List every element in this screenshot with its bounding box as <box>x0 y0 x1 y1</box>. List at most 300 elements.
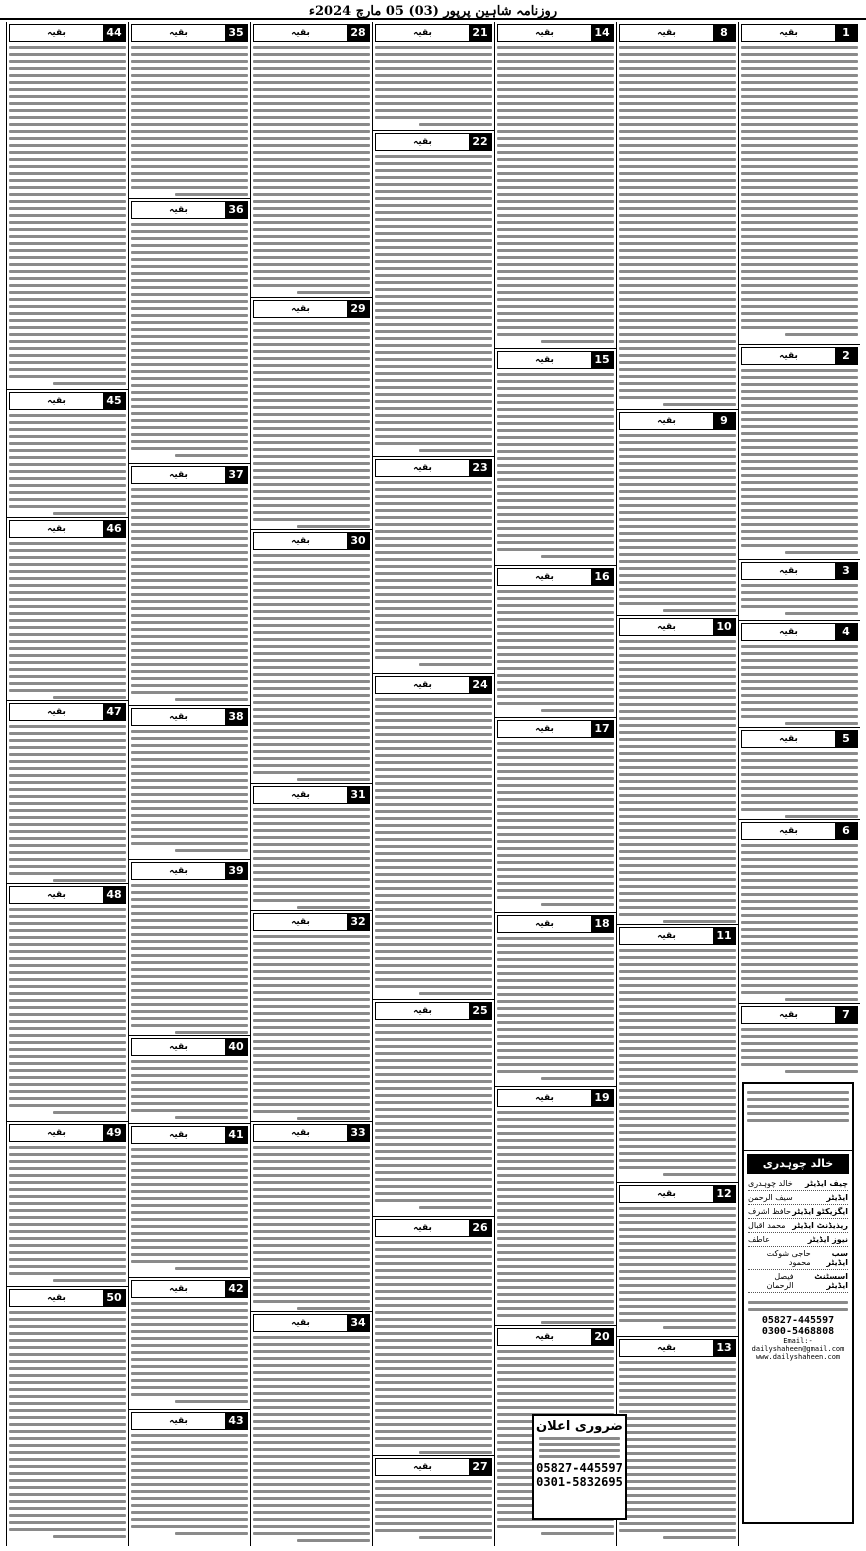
text-line <box>497 312 614 315</box>
continuation-tag <box>253 786 370 804</box>
text-line <box>131 1476 248 1479</box>
tag-label: بقیہ <box>535 572 554 582</box>
tag-label: بقیہ <box>535 355 554 365</box>
text-line <box>253 1525 370 1528</box>
text-line <box>131 684 248 687</box>
text-line <box>741 991 858 994</box>
continuation-tag <box>497 1328 614 1346</box>
text-line <box>619 441 736 444</box>
text-line <box>497 284 614 287</box>
text-line <box>619 703 736 706</box>
continuation-tag <box>741 822 858 840</box>
text-line <box>253 1251 370 1254</box>
staff-role: نیوز ایڈیٹر <box>807 1235 848 1244</box>
text-line <box>131 1469 248 1472</box>
text-line <box>497 1063 614 1066</box>
text-line <box>747 1098 849 1101</box>
text-line <box>619 277 736 280</box>
text-line <box>131 384 248 387</box>
text-line <box>619 1061 736 1064</box>
text-line <box>375 635 492 638</box>
contact-website[interactable]: www.dailyshaheen.com <box>755 1353 841 1361</box>
continuation-tag <box>741 623 858 641</box>
text-line <box>253 214 370 217</box>
text-line <box>375 1332 492 1335</box>
text-line <box>9 1153 126 1156</box>
text-line <box>497 186 614 189</box>
text-line <box>131 677 248 680</box>
text-line <box>741 787 858 790</box>
text-line <box>619 249 736 252</box>
text-line <box>131 363 248 366</box>
text-line <box>131 919 248 922</box>
text-line <box>253 1504 370 1507</box>
continuation-tag <box>253 1314 370 1332</box>
tag-number: 49 <box>103 1125 125 1141</box>
text-line <box>253 892 370 895</box>
continuation-tag <box>375 24 492 42</box>
text-line <box>375 246 492 249</box>
text-line <box>619 1529 736 1532</box>
text-line <box>619 1012 736 1015</box>
text-line <box>741 963 858 966</box>
text-line <box>131 1462 248 1465</box>
text-line <box>497 1160 614 1163</box>
text-line <box>131 328 248 331</box>
tag-number: 5 <box>835 731 857 747</box>
text-line <box>9 249 126 252</box>
text-line <box>253 1160 370 1163</box>
text-line <box>375 747 492 750</box>
text-line <box>741 151 858 154</box>
text-line <box>497 1216 614 1219</box>
text-line <box>497 1272 614 1275</box>
tag-number: 39 <box>225 863 247 879</box>
text-line <box>9 1244 126 1247</box>
text-line <box>253 102 370 105</box>
text-line <box>497 1153 614 1156</box>
text-line <box>619 256 736 259</box>
tag-label: بقیہ <box>413 463 432 473</box>
text-line <box>541 903 614 906</box>
text-line <box>663 920 736 923</box>
text-line <box>741 109 858 112</box>
tag-number: 43 <box>225 1413 247 1429</box>
text-line <box>497 681 614 684</box>
text-line <box>9 491 126 494</box>
text-line <box>497 1364 614 1367</box>
text-line <box>253 1054 370 1057</box>
tag-label: بقیہ <box>657 416 676 426</box>
text-line <box>619 60 736 63</box>
text-line <box>253 1082 370 1085</box>
continuation-section <box>739 344 860 559</box>
text-line <box>785 333 858 336</box>
text-line <box>497 1525 614 1528</box>
text-line <box>741 284 858 287</box>
text-line <box>497 1132 614 1135</box>
text-line <box>539 1443 620 1446</box>
tag-label: بقیہ <box>413 680 432 690</box>
text-line <box>375 537 492 540</box>
text-line <box>741 780 858 783</box>
text-line <box>375 649 492 652</box>
text-line <box>9 95 126 98</box>
text-line <box>785 722 858 725</box>
text-line <box>497 965 614 968</box>
text-line <box>375 943 492 946</box>
staff-row <box>748 1270 848 1293</box>
text-line <box>741 193 858 196</box>
text-line <box>497 840 614 843</box>
text-line <box>131 293 248 296</box>
text-line <box>375 337 492 340</box>
text-line <box>619 389 736 392</box>
text-line <box>9 354 126 357</box>
text-line <box>175 1267 248 1270</box>
text-line <box>619 745 736 748</box>
text-line <box>497 179 614 182</box>
text-line <box>497 457 614 460</box>
continuation-section <box>739 727 860 819</box>
tag-label: بقیہ <box>291 28 310 38</box>
text-line <box>375 936 492 939</box>
text-line <box>375 435 492 438</box>
text-line <box>497 1146 614 1149</box>
text-line <box>9 612 126 615</box>
text-line <box>375 1115 492 1118</box>
text-line <box>619 455 736 458</box>
text-line <box>497 1035 614 1038</box>
continuation-tag <box>375 459 492 477</box>
text-line <box>253 673 370 676</box>
text-line <box>131 744 248 747</box>
masthead-strip <box>0 0 866 20</box>
text-line <box>741 659 858 662</box>
continuation-section <box>7 389 128 517</box>
text-line <box>619 151 736 154</box>
text-line <box>747 1112 849 1115</box>
text-line <box>297 906 370 909</box>
text-line <box>497 221 614 224</box>
text-line <box>253 462 370 465</box>
text-line <box>619 1228 736 1231</box>
text-line <box>253 666 370 669</box>
text-line <box>375 109 492 112</box>
text-line <box>497 534 614 537</box>
text-line <box>253 652 370 655</box>
text-line <box>253 200 370 203</box>
text-line <box>419 1451 492 1454</box>
continuation-section <box>251 910 372 1121</box>
text-line <box>9 682 126 685</box>
text-line <box>131 1239 248 1242</box>
text-line <box>619 963 736 966</box>
text-line <box>375 817 492 820</box>
text-line <box>619 560 736 563</box>
text-line <box>375 628 492 631</box>
text-line <box>253 1371 370 1374</box>
tag-label: بقیہ <box>779 351 798 361</box>
text-line <box>9 414 126 417</box>
text-line <box>375 1157 492 1160</box>
text-line <box>131 1448 248 1451</box>
text-line <box>131 1176 248 1179</box>
text-line <box>497 298 614 301</box>
text-line <box>619 165 736 168</box>
text-line <box>619 1068 736 1071</box>
text-line <box>297 291 370 294</box>
continuation-tag <box>741 1006 858 1024</box>
text-line <box>497 200 614 203</box>
text-line <box>619 956 736 959</box>
text-line <box>619 298 736 301</box>
text-line <box>741 759 858 762</box>
text-line <box>375 866 492 869</box>
tag-label: بقیہ <box>535 28 554 38</box>
text-line <box>375 1199 492 1202</box>
tag-label: بقیہ <box>47 28 66 38</box>
text-line <box>375 1529 492 1532</box>
text-line <box>253 956 370 959</box>
text-line <box>9 151 126 154</box>
text-line <box>9 505 126 508</box>
text-line <box>541 340 614 343</box>
text-line <box>375 1087 492 1090</box>
text-line <box>619 553 736 556</box>
text-line <box>375 530 492 533</box>
continuation-tag <box>375 1458 492 1476</box>
tag-number: 36 <box>225 202 247 218</box>
text-line <box>741 984 858 987</box>
text-line <box>375 831 492 834</box>
text-line <box>497 847 614 850</box>
text-line <box>131 1081 248 1084</box>
text-line <box>497 868 614 871</box>
continuation-section <box>373 130 494 456</box>
text-line <box>497 854 614 857</box>
text-line <box>419 123 492 126</box>
text-line <box>9 1332 126 1335</box>
text-line <box>375 656 492 659</box>
text-line <box>131 53 248 56</box>
text-line <box>741 928 858 931</box>
text-line <box>741 752 858 755</box>
staff-name: حافظ اشرف <box>748 1207 791 1216</box>
text-line <box>619 1214 736 1217</box>
text-line <box>741 425 858 428</box>
text-line <box>619 1138 736 1141</box>
text-line <box>375 873 492 876</box>
text-line <box>375 950 492 953</box>
text-line <box>619 504 736 507</box>
text-line <box>9 200 126 203</box>
text-line <box>497 1392 614 1395</box>
text-line <box>619 794 736 797</box>
text-line <box>131 81 248 84</box>
tag-label: بقیہ <box>291 1318 310 1328</box>
text-line <box>253 1420 370 1423</box>
text-line <box>497 653 614 656</box>
text-line <box>131 1088 248 1091</box>
text-line <box>497 1000 614 1003</box>
text-line <box>9 1367 126 1370</box>
text-line <box>375 894 492 897</box>
continuation-section <box>7 700 128 883</box>
text-line <box>9 746 126 749</box>
text-line <box>253 1406 370 1409</box>
text-line <box>619 1459 736 1462</box>
news-column <box>494 22 616 1546</box>
text-line <box>9 312 126 315</box>
text-line <box>131 1232 248 1235</box>
text-line <box>9 1437 126 1440</box>
text-line <box>253 1441 370 1444</box>
text-line <box>9 484 126 487</box>
text-line <box>9 375 126 378</box>
text-line <box>741 523 858 526</box>
text-line <box>619 1480 736 1483</box>
text-line <box>253 1110 370 1113</box>
text-line <box>375 1423 492 1426</box>
text-line <box>375 880 492 883</box>
text-line <box>375 1437 492 1440</box>
text-line <box>619 1242 736 1245</box>
text-line <box>131 495 248 498</box>
text-line <box>619 172 736 175</box>
text-line <box>741 970 858 973</box>
text-line <box>131 926 248 929</box>
text-line <box>9 263 126 266</box>
text-line <box>497 819 614 822</box>
text-line <box>131 586 248 589</box>
text-line <box>253 284 370 287</box>
text-line <box>9 256 126 259</box>
text-line <box>253 729 370 732</box>
tag-label: بقیہ <box>291 304 310 314</box>
text-line <box>131 1337 248 1340</box>
text-line <box>619 574 736 577</box>
text-line <box>375 393 492 396</box>
text-line <box>9 1430 126 1433</box>
text-line <box>253 1378 370 1381</box>
text-line <box>375 495 492 498</box>
text-line <box>619 130 736 133</box>
text-line <box>253 808 370 811</box>
text-line <box>497 478 614 481</box>
tag-label: بقیہ <box>413 1462 432 1472</box>
text-line <box>297 778 370 781</box>
tag-number: 21 <box>469 25 491 41</box>
text-line <box>619 228 736 231</box>
text-line <box>741 67 858 70</box>
text-line <box>9 1507 126 1510</box>
text-line <box>497 172 614 175</box>
text-line <box>619 1263 736 1266</box>
text-line <box>741 446 858 449</box>
text-line <box>497 770 614 773</box>
text-line <box>619 1166 736 1169</box>
text-line <box>9 137 126 140</box>
contact-email[interactable]: Email:-dailyshaheen@gmail.com <box>751 1337 845 1353</box>
text-line <box>497 401 614 404</box>
text-line <box>497 742 614 745</box>
continuation-tag <box>253 300 370 318</box>
staff-list <box>744 1177 852 1293</box>
text-line <box>375 1353 492 1356</box>
text-line <box>253 1026 370 1029</box>
text-line <box>375 1388 492 1391</box>
text-line <box>253 1279 370 1282</box>
text-line <box>253 277 370 280</box>
text-line <box>253 822 370 825</box>
text-line <box>619 1501 736 1504</box>
text-line <box>9 542 126 545</box>
text-line <box>253 829 370 832</box>
text-line <box>375 1515 492 1518</box>
text-line <box>253 1040 370 1043</box>
text-line <box>741 319 858 322</box>
text-line <box>497 1209 614 1212</box>
text-line <box>497 958 614 961</box>
text-line <box>375 824 492 827</box>
text-line <box>131 1211 248 1214</box>
text-line <box>741 200 858 203</box>
text-line <box>619 1473 736 1476</box>
text-line <box>741 165 858 168</box>
text-line <box>253 1167 370 1170</box>
tag-number: 15 <box>591 352 613 368</box>
text-line <box>741 900 858 903</box>
text-line <box>375 712 492 715</box>
text-line <box>253 123 370 126</box>
text-line <box>131 179 248 182</box>
text-line <box>619 1298 736 1301</box>
text-line <box>497 1357 614 1360</box>
text-line <box>497 291 614 294</box>
text-line <box>741 652 858 655</box>
tag-label: بقیہ <box>47 396 66 406</box>
continuation-section <box>251 22 372 297</box>
text-line <box>748 1308 848 1311</box>
text-line <box>741 591 858 594</box>
text-line <box>375 365 492 368</box>
tag-label: بقیہ <box>291 1128 310 1138</box>
text-line <box>741 270 858 273</box>
text-line <box>9 1020 126 1023</box>
text-line <box>375 579 492 582</box>
text-line <box>375 600 492 603</box>
text-line <box>9 950 126 953</box>
text-line <box>131 1372 248 1375</box>
text-line <box>497 1293 614 1296</box>
text-line <box>497 1021 614 1024</box>
text-line <box>619 102 736 105</box>
text-line <box>375 1045 492 1048</box>
text-line <box>253 179 370 182</box>
continuation-section <box>129 198 250 463</box>
text-line <box>497 1314 614 1317</box>
text-line <box>497 1042 614 1045</box>
text-line <box>619 878 736 881</box>
text-line <box>253 687 370 690</box>
text-line <box>619 270 736 273</box>
text-line <box>9 1272 126 1275</box>
text-line <box>131 793 248 796</box>
text-line <box>741 95 858 98</box>
text-line <box>497 986 614 989</box>
text-line <box>375 232 492 235</box>
